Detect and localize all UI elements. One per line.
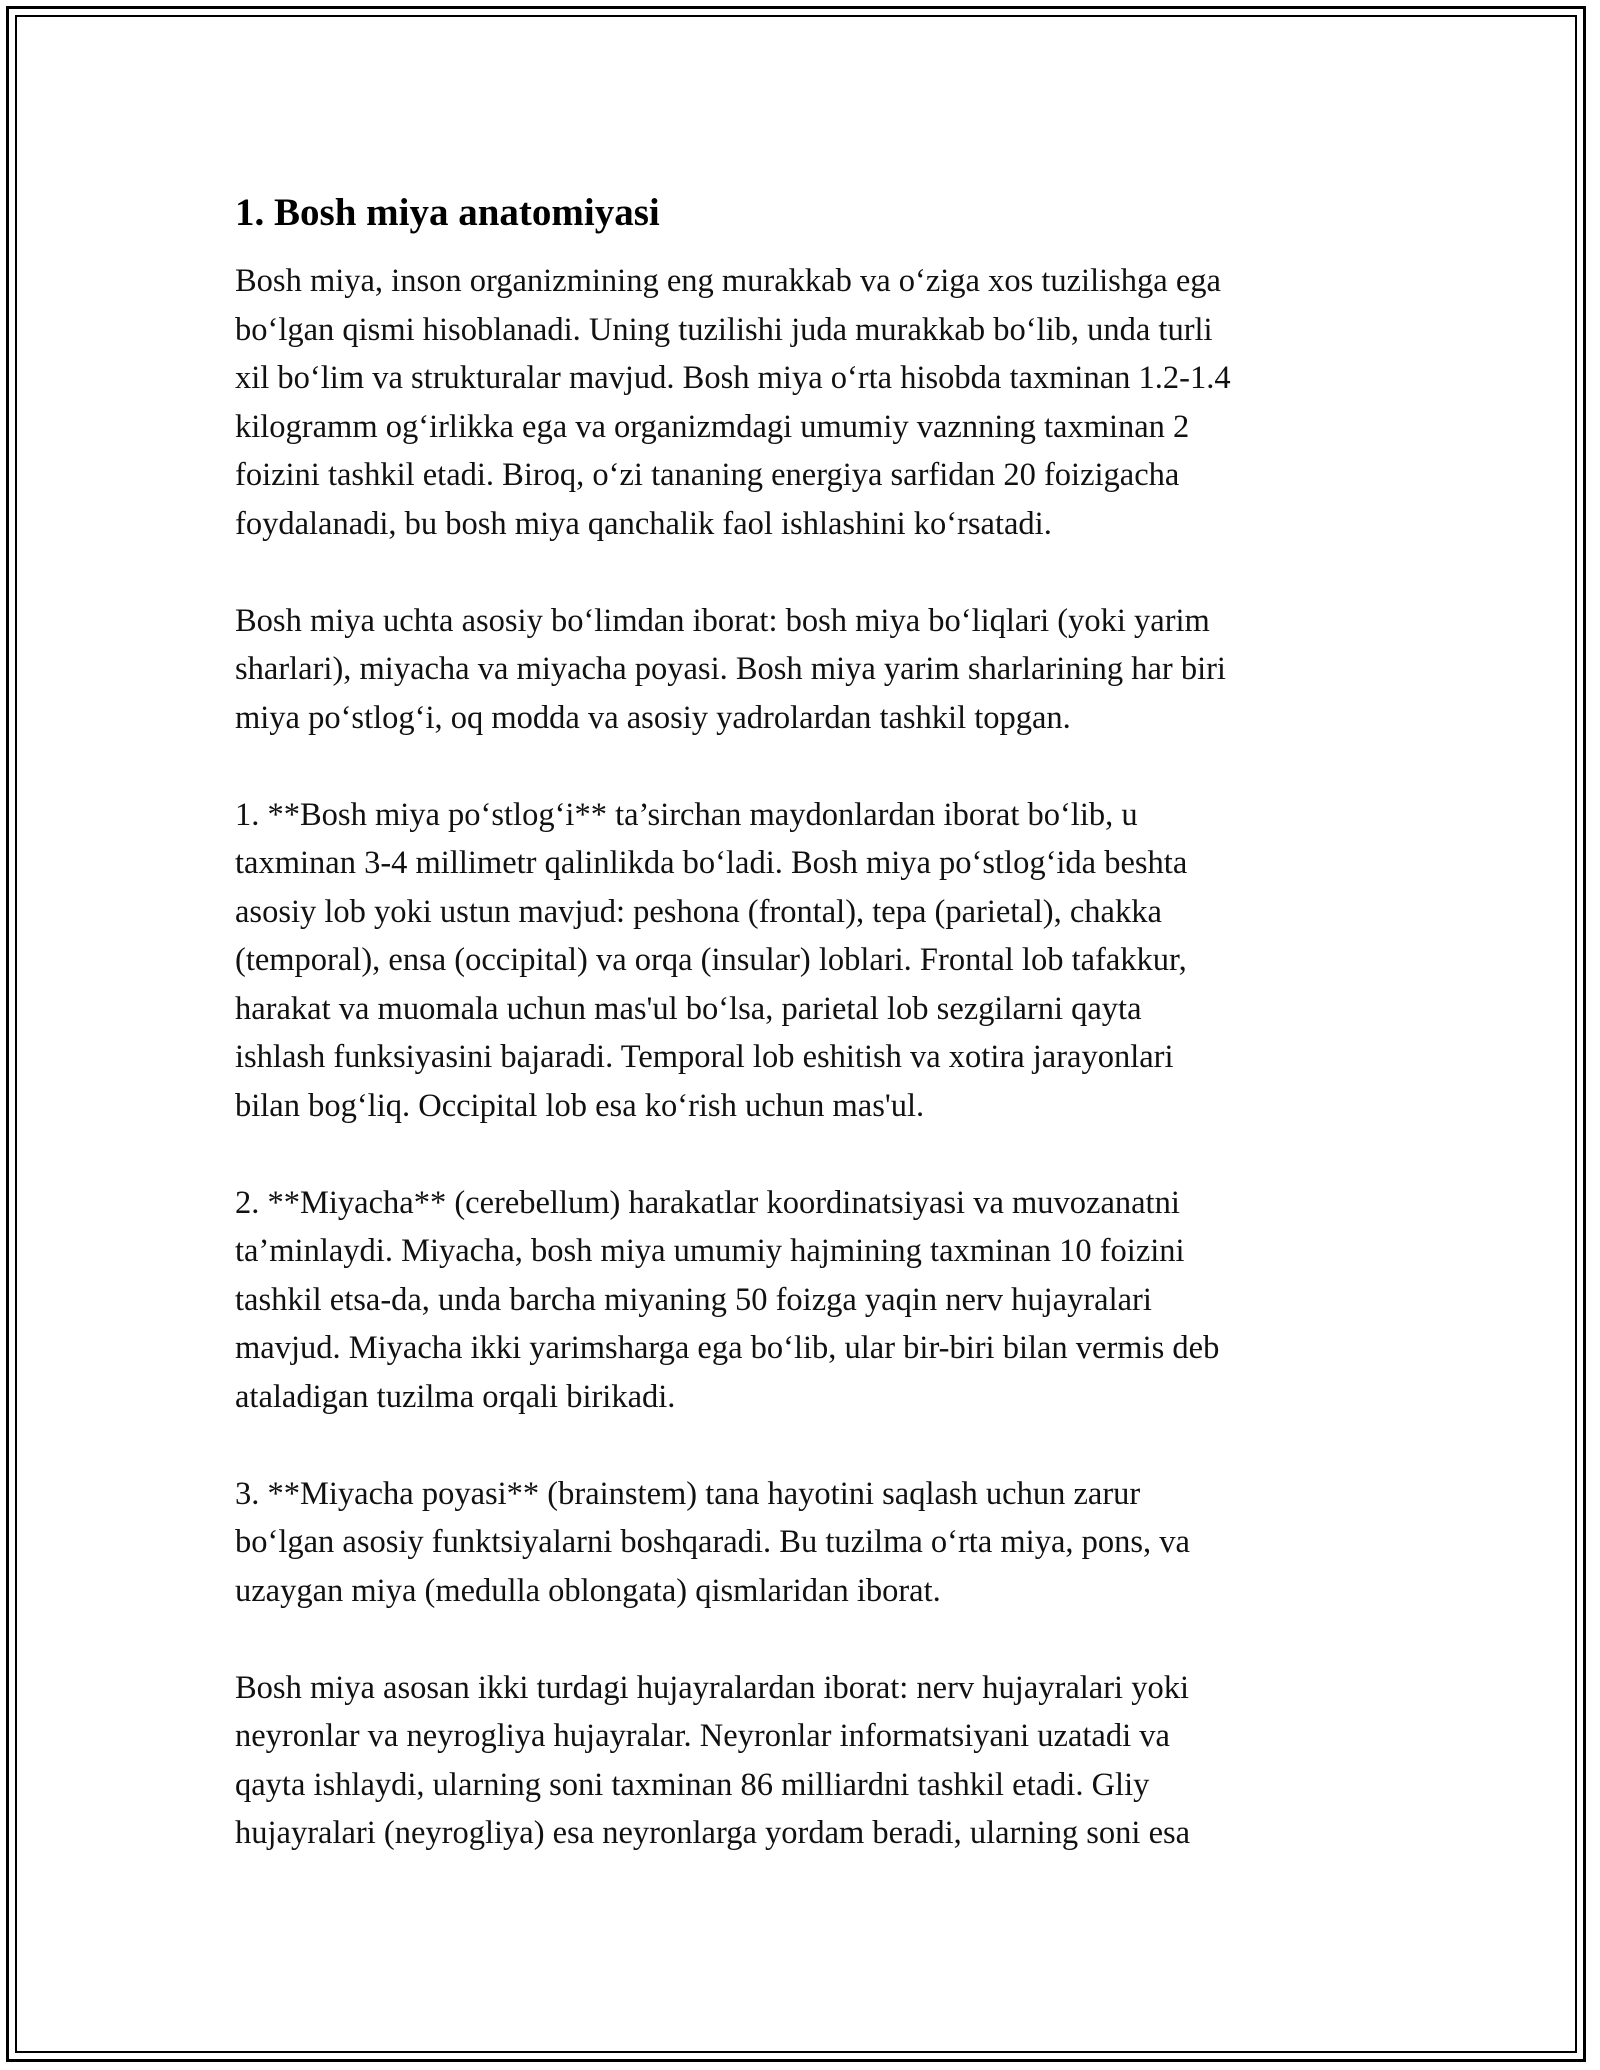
text-line: neyronlar va neyrogliya hujayralar. Neyronlar informatsiyani uzatadi va — [235, 1718, 1170, 1754]
text-line: foydalanadi, bu bosh miya qanchalik faol ishlashini ko‘rsatadi. — [235, 505, 1052, 542]
document-body — [235, 188, 1375, 1906]
paragraph-brainstem — [235, 1470, 1375, 1616]
text-line: tashkil etsa-da, unda barcha miyaning 50 foizga yaqin nerv hujayralari — [235, 1281, 1152, 1318]
text-line: 2. **Miyacha** (cerebellum) harakatlar koordinatsiyasi va muvozanatni — [235, 1184, 1180, 1221]
text-line: sharlari), miyacha va miyacha poyasi. Bosh miya yarim sharlarining har biri — [235, 651, 1226, 687]
text-line: bo‘lgan asosiy funktsiyalarni boshqaradi. Bu tuzilma o‘rta miya, pons, va — [235, 1524, 1190, 1560]
text-line: uzaygan miya (medulla oblongata) qismlaridan iborat. — [235, 1572, 941, 1609]
text-line: ataladigan tuzilma orqali birikadi. — [235, 1378, 676, 1415]
text-line: 3. **Miyacha poyasi** (brainstem) tana hayotini saqlash uchun zarur — [235, 1475, 1141, 1512]
text-line: Bosh miya, inson organizmining eng murakkab va o‘ziga xos tuzilishga ega — [235, 263, 1221, 299]
text-line: Bosh miya uchta asosiy bo‘limdan iborat: bosh miya bo‘liqlari (yoki yarim — [235, 602, 1210, 639]
paragraph-cerebellum — [235, 1179, 1375, 1422]
section-heading: 1. Bosh miya anatomiyasi — [235, 191, 660, 234]
text-line: bilan bog‘liq. Occipital lob esa ko‘rish uchun mas'ul. — [235, 1087, 925, 1124]
paragraph-intro — [235, 257, 1375, 548]
text-line: taxminan 3-4 millimetr qalinlikda bo‘ladi. Bosh miya po‘stlog‘ida beshta — [235, 845, 1188, 881]
paragraph-cells — [235, 1664, 1375, 1858]
text-line: hujayralari (neyrogliya) esa neyronlarga yordam beradi, ularning soni esa — [235, 1815, 1191, 1851]
text-line: (temporal), ensa (occipital) va orqa (insular) loblari. Frontal lob tafakkur, — [235, 942, 1187, 978]
text-line: miya po‘stlog‘i, oq modda va asosiy yadrolardan tashkil topgan. — [235, 699, 1071, 736]
text-line: qayta ishlaydi, ularning soni taxminan 86 milliardni tashkil etadi. Gliy — [235, 1766, 1150, 1803]
text-line: Bosh miya asosan ikki turdagi hujayralardan iborat: nerv hujayralari yoki — [235, 1669, 1189, 1706]
text-line: foizini tashkil etadi. Biroq, o‘zi tananing energiya sarfidan 20 foizigacha — [235, 457, 1180, 493]
paragraph-divisions — [235, 597, 1375, 743]
paragraph-cortex — [235, 791, 1375, 1131]
text-line: 1. **Bosh miya po‘stlog‘i** ta’sirchan maydonlardan iborat bo‘lib, u — [235, 796, 1138, 833]
text-line: ta’minlaydi. Miyacha, bosh miya umumiy hajmining taxminan 10 foizini — [235, 1233, 1185, 1269]
text-line: xil bo‘lim va strukturalar mavjud. Bosh miya o‘rta hisobda taxminan 1.2-1.4 — [235, 360, 1231, 396]
text-line: bo‘lgan qismi hisoblanadi. Uning tuzilishi juda murakkab bo‘lib, unda turli — [235, 311, 1213, 348]
text-line: asosiy lob yoki ustun mavjud: peshona (frontal), tepa (parietal), chakka — [235, 893, 1162, 930]
text-line: harakat va muomala uchun mas'ul bo‘lsa, parietal lob sezgilarni qayta — [235, 990, 1142, 1027]
text-line: ishlash funksiyasini bajaradi. Temporal lob eshitish va xotira jarayonlari — [235, 1039, 1174, 1075]
text-line: kilogramm og‘irlikka ega va organizmdagi umumiy vaznning taxminan 2 — [235, 408, 1190, 445]
text-line: mavjud. Miyacha ikki yarimsharga ega bo‘lib, ular bir-biri bilan vermis deb — [235, 1330, 1220, 1366]
